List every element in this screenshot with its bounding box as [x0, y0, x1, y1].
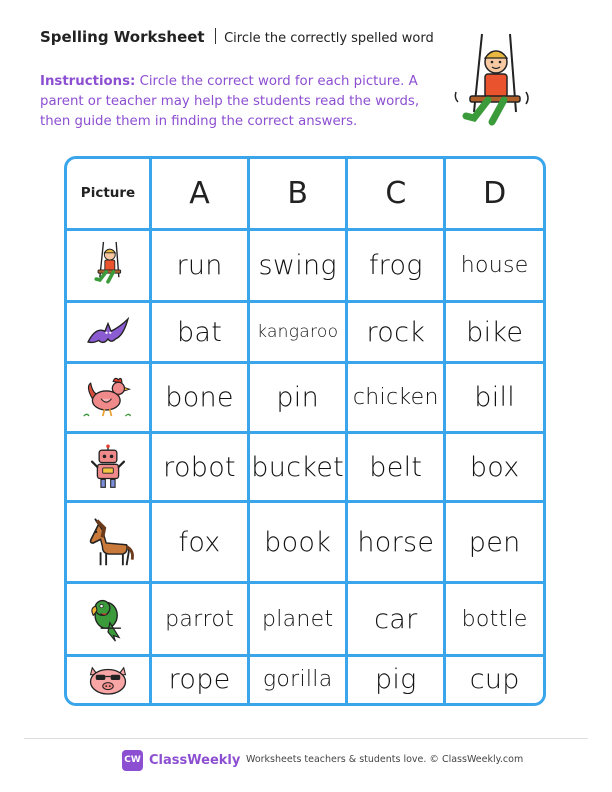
word-choice-c[interactable]: belt	[347, 432, 445, 502]
worksheet-header	[40, 28, 434, 46]
picture-cell	[67, 583, 151, 655]
word-choice-d[interactable]: house	[445, 229, 543, 301]
word-choice-b[interactable]: gorilla	[249, 655, 347, 703]
footer-tagline: Worksheets teachers & students love. © ClassWeekly.com	[246, 754, 524, 765]
word-choice-a[interactable]: robot	[151, 432, 249, 502]
classweekly-logo-icon: CW	[122, 750, 143, 771]
pig-with-sunglasses-icon	[87, 664, 129, 696]
table-row	[67, 502, 543, 583]
header-row	[67, 159, 543, 229]
worksheet-title: Spelling Worksheet	[40, 28, 205, 46]
word-choice-c[interactable]: frog	[347, 229, 445, 301]
word-choice-b[interactable]: swing	[249, 229, 347, 301]
picture-cell	[67, 502, 151, 583]
picture-cell	[67, 229, 151, 301]
rooster-icon	[82, 374, 134, 420]
word-choice-d[interactable]: bike	[445, 301, 543, 362]
picture-cell	[67, 301, 151, 362]
word-choice-a[interactable]: bone	[151, 363, 249, 433]
picture-cell	[67, 655, 151, 703]
word-choice-c[interactable]: rock	[347, 301, 445, 362]
child-on-swing-icon	[86, 241, 130, 289]
footer-divider	[24, 738, 588, 739]
word-choice-a[interactable]: run	[151, 229, 249, 301]
word-choice-d[interactable]: cup	[445, 655, 543, 703]
column-header-c: C	[347, 159, 445, 229]
picture-column-header: Picture	[67, 159, 151, 229]
brand-name: ClassWeekly	[149, 752, 241, 768]
table-row	[67, 655, 543, 703]
table-row	[67, 583, 543, 655]
robot-icon	[90, 444, 126, 490]
table-row	[67, 432, 543, 502]
bat-icon	[85, 312, 131, 352]
word-choice-d[interactable]: bill	[445, 363, 543, 433]
table-row	[67, 229, 543, 301]
word-choice-a[interactable]: fox	[151, 502, 249, 583]
worksheet-subtitle: Circle the correctly spelled word	[224, 31, 434, 46]
column-header-a: A	[151, 159, 249, 229]
picture-cell	[67, 363, 151, 433]
word-choice-a[interactable]: parrot	[151, 583, 249, 655]
footer-brand	[122, 748, 240, 772]
parrot-icon	[87, 595, 129, 643]
instructions-label: Instructions:	[40, 74, 136, 89]
word-choice-d[interactable]: pen	[445, 502, 543, 583]
word-choice-b[interactable]: bucket	[249, 432, 347, 502]
column-header-d: D	[445, 159, 543, 229]
picture-cell	[67, 432, 151, 502]
word-choice-d[interactable]: bottle	[445, 583, 543, 655]
word-choice-c[interactable]: horse	[347, 502, 445, 583]
word-choice-c[interactable]: car	[347, 583, 445, 655]
horse-icon	[82, 515, 134, 569]
word-choice-b[interactable]: planet	[249, 583, 347, 655]
instructions	[40, 72, 445, 132]
word-choice-b[interactable]: pin	[249, 363, 347, 433]
child-on-swing-icon	[452, 32, 532, 138]
word-choice-a[interactable]: bat	[151, 301, 249, 362]
header-divider	[215, 28, 217, 44]
instructions-text: Circle the correct word for each picture. A parent or teacher may help the students read the words, then guide them in finding the correct answers.	[40, 74, 420, 129]
column-header-b: B	[249, 159, 347, 229]
spelling-table	[67, 159, 543, 703]
word-choice-c[interactable]: pig	[347, 655, 445, 703]
word-choice-b[interactable]: book	[249, 502, 347, 583]
table-row	[67, 301, 543, 362]
word-choice-d[interactable]: box	[445, 432, 543, 502]
spelling-grid	[64, 156, 546, 706]
word-choice-b[interactable]: kangaroo	[249, 301, 347, 362]
word-choice-a[interactable]: rope	[151, 655, 249, 703]
word-choice-c[interactable]: chicken	[347, 363, 445, 433]
table-row	[67, 363, 543, 433]
